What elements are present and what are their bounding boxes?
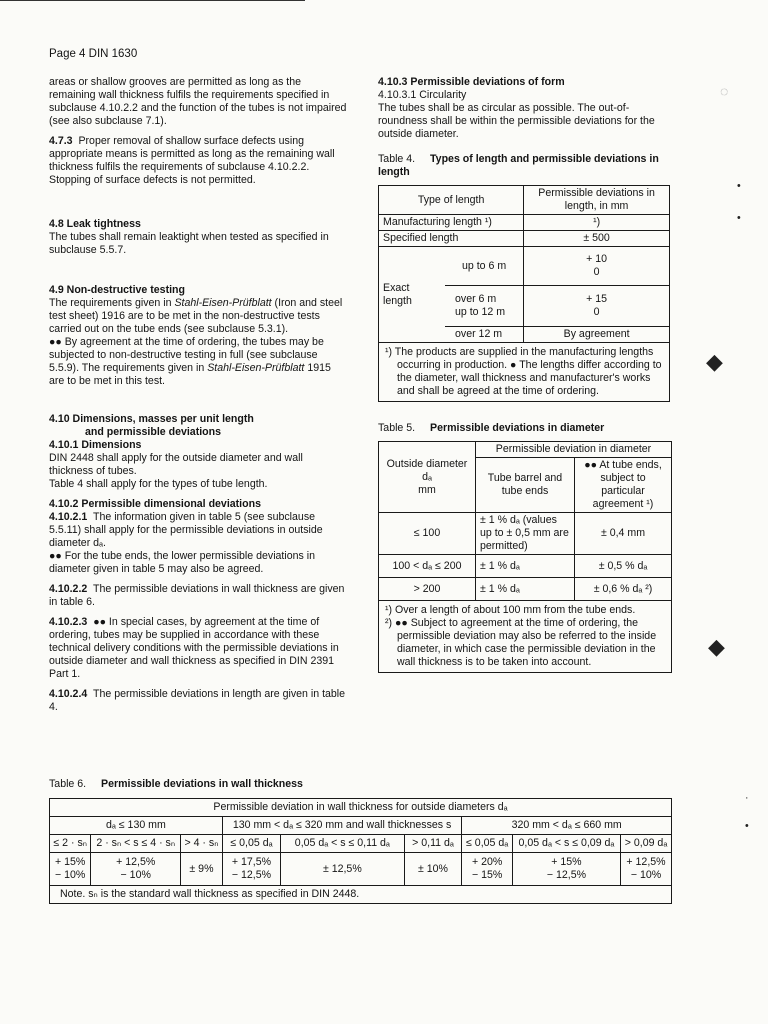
section-4-8-text: The tubes shall remain leaktight when tested as specified in subclause 5.5.7. — [49, 231, 329, 256]
t6-header-top: Permissible deviation in wall thickness for outside diameters dₐ — [50, 799, 672, 817]
scan-mark: ◌ — [720, 83, 729, 99]
right-column — [378, 76, 674, 673]
t4-cell: ± 500 — [524, 231, 670, 247]
section-4-10-2-2: 4.10.2.2 The permissible deviations in wall thickness are given in table 6. — [49, 583, 345, 608]
section-4-10-title: 4.10 Dimensions, masses per unit length — [49, 413, 254, 425]
table-4-caption: Table 4. Types of length and permissible deviations in length — [378, 153, 659, 178]
t6-subheader-cell: > 0,11 dₐ — [404, 835, 462, 853]
t6-value-cell: ± 12,5% — [281, 853, 405, 886]
t6-subheader-cell: > 0,09 dₐ — [621, 835, 672, 853]
section-4-10-1-text: DIN 2448 shall apply for the outside diameter and wall thickness of tubes. — [49, 452, 303, 477]
t6-value-cell: + 15% − 12,5% — [512, 853, 620, 886]
t5-cell: ± 0,5 % dₐ — [575, 555, 672, 578]
section-4-10-2-3: 4.10.2.3 ●● In special cases, by agreement at the time of ordering, tubes may be supplied in accordance with these technical delivery conditions with the permissible deviations in outside diameter and wall thickness as specified in DIN 2391 Part 1. — [49, 616, 339, 680]
table-6 — [49, 798, 672, 904]
paragraph-4-7-3: 4.7.3 Proper removal of shallow surface defects using appropriate means is permitted as long as the remaining wall thickness fulfils the requirements of subclause 4.10.2.2. Stopping of surface defects is not permitted. — [49, 135, 335, 186]
t4-footnote: ¹) The products are supplied in the manufacturing lengths occurring in production. ● The lengths differ according to the diameter, wall thickness and manufacturer's works and shall be agreed at the time of ordering. — [379, 343, 670, 402]
t6-subheader-row — [50, 835, 672, 853]
t5-cell: ± 1 % dₐ — [476, 578, 575, 601]
t5-cell: ± 0,6 % dₐ ²) — [575, 578, 672, 601]
t6-subheader-cell: 0,05 dₐ < s ≤ 0,09 dₐ — [512, 835, 620, 853]
t6-value-cell: + 20% − 15% — [462, 853, 513, 886]
t5-cell: ± 1 % dₐ (values up to ± 0,5 mm are permitted) — [476, 513, 575, 555]
scan-mark: ◆ — [708, 634, 725, 659]
top-rule — [0, 0, 305, 1]
t4-cell: over 6 m up to 12 m — [445, 286, 524, 327]
t5-cell: 100 < dₐ ≤ 200 — [379, 555, 476, 578]
t5-cell: > 200 — [379, 578, 476, 601]
table-4 — [378, 185, 670, 402]
t6-subheader-cell: ≤ 2 · sₙ — [50, 835, 91, 853]
t6-value-cell: + 12,5% − 10% — [91, 853, 181, 886]
paragraph-continuation: areas or shallow grooves are permitted as long as the remaining wall thickness fulfils the requirements specified in subclause 4.10.2.2 and the function of the tubes is not impaired (see also subclause 7.1). — [49, 76, 347, 127]
t4-cell: + 10 0 — [524, 247, 670, 286]
t4-cell: + 15 0 — [524, 286, 670, 327]
section-4-10-2-title: 4.10.2 Permissible dimensional deviations — [49, 498, 261, 510]
section-4-9-title: 4.9 Non-destructive testing — [49, 284, 185, 296]
section-4-10-title-cont: and permissible deviations — [85, 426, 221, 438]
t4-cell: Manufacturing length ¹) — [379, 215, 524, 231]
table-5-caption: Table 5. Permissible deviations in diameter — [378, 422, 605, 434]
section-4-10-2-1: 4.10.2.1 The information given in table 5 (see subclause 5.5.11) shall apply for the permissible deviations in outside diameter dₐ. — [49, 511, 323, 549]
scan-mark: • — [737, 212, 741, 224]
t5-cell: ≤ 100 — [379, 513, 476, 555]
t4-header-deviation: Permissible deviations in length, in mm — [524, 186, 670, 215]
t5-cell: ± 0,4 mm — [575, 513, 672, 555]
t6-subheader-cell: 0,05 dₐ < s ≤ 0,11 dₐ — [281, 835, 405, 853]
section-4-10-2-4: 4.10.2.4 The permissible deviations in length are given in table 4. — [49, 688, 346, 713]
page-header: Page 4 DIN 1630 — [49, 48, 138, 60]
section-4-10-3-1-text: The tubes shall be as circular as possible. The out-of-roundness shall be within the permissible deviations for the outside diameter. — [378, 102, 655, 140]
t4-cell: ¹) — [524, 215, 670, 231]
t4-header-type: Type of length — [379, 186, 524, 215]
t6-value-cell: + 12,5% − 10% — [621, 853, 672, 886]
t6-note: Note. sₙ is the standard wall thickness as specified in DIN 2448. — [50, 886, 672, 904]
table-5 — [378, 441, 672, 673]
t5-cell: ± 1 % dₐ — [476, 555, 575, 578]
left-column — [49, 76, 349, 721]
scan-mark: ◆ — [706, 349, 723, 374]
t6-subheader-cell: 2 · sₙ < s ≤ 4 · sₙ — [91, 835, 181, 853]
t4-cell: By agreement — [524, 327, 670, 343]
section-4-8-title: 4.8 Leak tightness — [49, 218, 141, 230]
section-4-10-1-title: 4.10.1 Dimensions — [49, 439, 142, 451]
t4-cell: up to 6 m — [445, 247, 524, 286]
section-4-10-3-title: 4.10.3 Permissible deviations of form — [378, 76, 565, 88]
section-4-9-agreement: ●● By agreement at the time of ordering, the tubes may be subjected to non-destructive testing in full (see subclause 5.5.9). The requirements given in Stahl-Eisen-Prüfblatt 1915 are to be met in this test. — [49, 336, 331, 387]
t5-header-ends: ●● At tube ends, subject to particular agreement ¹) — [575, 458, 672, 513]
scan-mark: · — [745, 792, 749, 804]
section-4-10-3-1-title: 4.10.3.1 Circularity — [378, 89, 467, 101]
t5-footnotes: ¹) Over a length of about 100 mm from the tube ends. ²) ●● Subject to agreement at the time of ordering, the permissible deviation may also be referred to the inside diameter, in which case the permissible deviation in the wall thickness is to be taken into account. — [379, 601, 672, 673]
t6-value-cell: ± 10% — [404, 853, 462, 886]
t4-cell: over 12 m — [445, 327, 524, 343]
t6-subheader-cell: > 4 · sₙ — [181, 835, 223, 853]
t6-subheader-cell: ≤ 0,05 dₐ — [462, 835, 513, 853]
t6-value-cell: + 17,5% − 12,5% — [222, 853, 280, 886]
t6-group-3: 320 mm < dₐ ≤ 660 mm — [462, 817, 672, 835]
t5-header-deviation: Permissible deviation in diameter — [476, 442, 672, 458]
t6-value-cell: ± 9% — [181, 853, 223, 886]
t6-group-2: 130 mm < dₐ ≤ 320 mm and wall thicknesses s — [222, 817, 462, 835]
t5-header-barrel: Tube barrel and tube ends — [476, 458, 575, 513]
section-4-10-2-1-agreement: ●● For the tube ends, the lower permissible deviations in diameter given in table 5 may also be agreed. — [49, 550, 316, 575]
table-6-caption: Table 6. Permissible deviations in wall thickness — [49, 778, 303, 790]
t6-value-row — [50, 853, 672, 886]
scan-mark: • — [745, 820, 749, 832]
t6-value-cell: + 15% − 10% — [50, 853, 91, 886]
section-4-9-text: The requirements given in Stahl-Eisen-Prüfblatt (Iron and steel test sheet) 1916 are to be met in the non-destructive tests carried out on the tube ends (see subclause 5.3.1). — [49, 297, 343, 335]
scan-mark: • — [737, 180, 741, 192]
t4-exact-length: Exact length — [379, 247, 446, 343]
t4-cell: Specified length — [379, 231, 524, 247]
section-4-10-1-table4-ref: Table 4 shall apply for the types of tube length. — [49, 478, 268, 490]
t5-header-outside-diameter: Outside diameter dₐ mm — [379, 442, 476, 513]
t6-group-1: dₐ ≤ 130 mm — [50, 817, 223, 835]
t6-subheader-cell: ≤ 0,05 dₐ — [222, 835, 280, 853]
